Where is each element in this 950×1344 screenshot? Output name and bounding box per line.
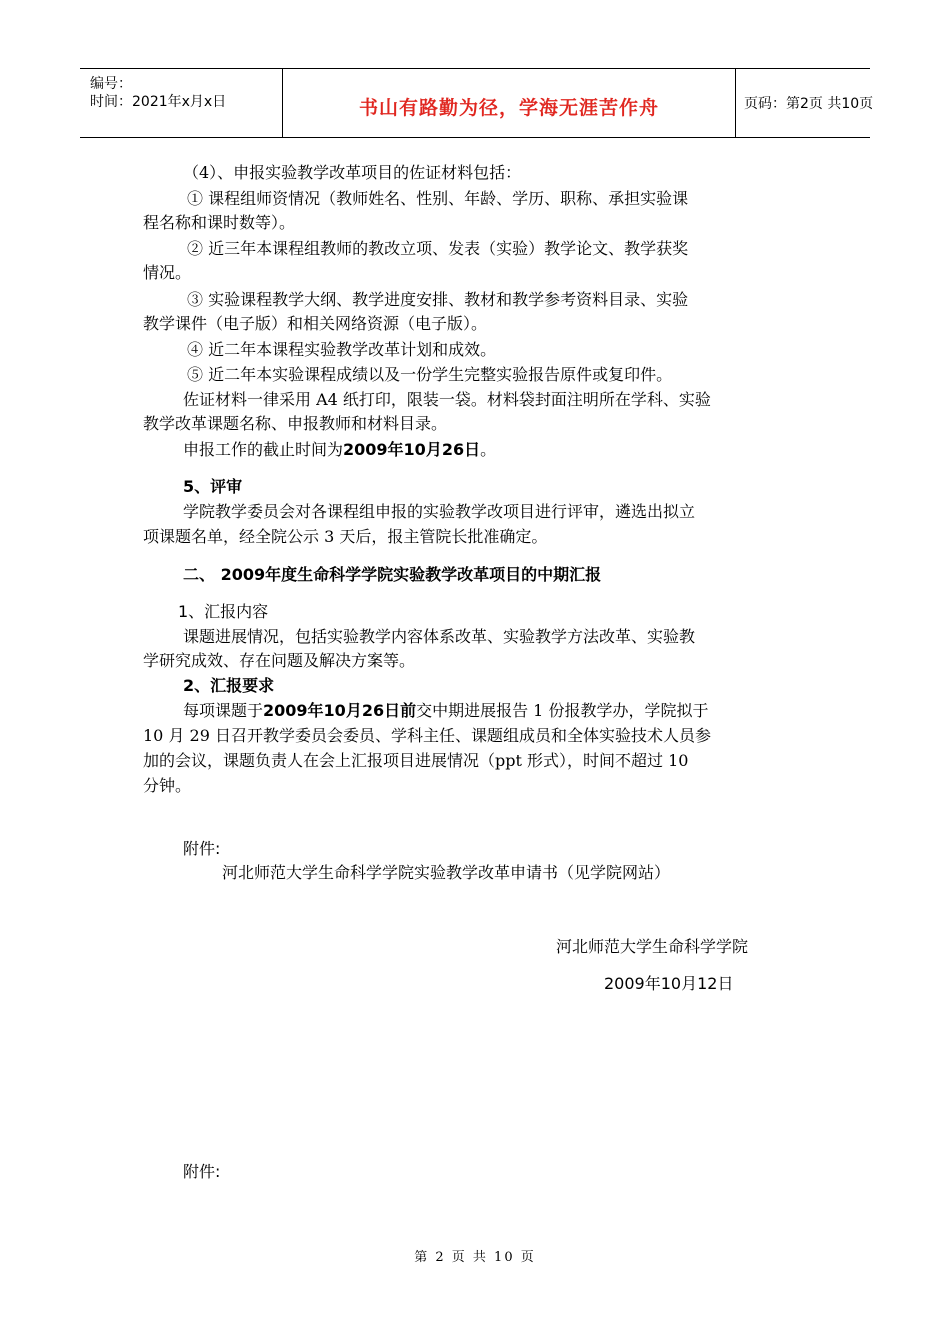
evidence-item-1: ① 课程组师资情况（教师姓名、性别、年龄、学历、职称、承担实验课 bbox=[187, 189, 689, 208]
evidence-heading: （4）、申报实验教学改革项目的佐证材料包括： bbox=[183, 163, 522, 182]
header-meta-cell bbox=[80, 69, 282, 137]
report-req-prefix: 每项课题于 bbox=[183, 701, 264, 720]
signature-org: 河北师范大学生命科学学院 bbox=[556, 937, 749, 956]
report-content-text-cont: 学研究成效、存在问题及解决方案等。 bbox=[143, 651, 416, 670]
document-header bbox=[80, 68, 874, 138]
deadline-suffix: 。 bbox=[480, 440, 497, 459]
evidence-item-2: ② 近三年本课程组教师的教改立项、发表（实验）教学论文、教学获奖 bbox=[187, 239, 689, 258]
report-requirements-text bbox=[183, 699, 708, 723]
report-requirements-text-4: 分钟。 bbox=[143, 776, 192, 795]
evidence-note-cont: 教学改革课题名称、申报教师和材料目录。 bbox=[143, 414, 448, 433]
section-5-text: 学院教学委员会对各课程组申报的实验教学改项目进行评审，遴选出拟立 bbox=[183, 502, 696, 521]
section-2-title: 二、 2009年度生命科学学院实验教学改革项目的中期汇报 bbox=[183, 565, 602, 584]
page-footer: 第 2 页 共 10 页 bbox=[414, 1250, 536, 1265]
report-requirements-title: 2、汇报要求 bbox=[183, 676, 275, 695]
time-label: 时间：2021年x月x日 bbox=[90, 94, 227, 110]
page-label: 页码：第2页 共10页 bbox=[744, 96, 874, 112]
code-label: 编号： bbox=[90, 76, 132, 92]
section-5-text-cont: 项课题名单，经全院公示 3 天后，报主管院长批准确定。 bbox=[143, 527, 548, 546]
attachment-item: 河北师范大学生命科学学院实验教学改革申请书（见学院网站） bbox=[222, 863, 671, 882]
report-req-suffix: 交中期进展报告 1 份报教学办，学院拟于 bbox=[416, 701, 709, 720]
header-motto-cell bbox=[282, 69, 736, 137]
report-content-text: 课题进展情况，包括实验教学内容体系改革、实验教学方法改革、实验教 bbox=[183, 627, 696, 646]
attachment-label: 附件: bbox=[183, 839, 221, 858]
deadline-date: 2009年10月26日 bbox=[343, 440, 481, 459]
header-page-cell bbox=[736, 69, 874, 137]
deadline-prefix: 申报工作的截止时间为 bbox=[183, 440, 344, 459]
report-requirements-text-3: 加的会议，课题负责人在会上汇报项目进展情况（ppt 形式），时间不超过 10 bbox=[143, 751, 689, 770]
evidence-item-3-cont: 教学课件（电子版）和相关网络资源（电子版）。 bbox=[143, 314, 488, 333]
evidence-item-3: ③ 实验课程教学大纲、教学进度安排、教材和教学参考资料目录、实验 bbox=[187, 290, 689, 309]
evidence-note: 佐证材料一律采用 A4 纸打印，限装一袋。材料袋封面注明所在学科、实验 bbox=[183, 390, 711, 409]
evidence-item-2-cont: 情况。 bbox=[143, 263, 192, 282]
report-content-title: 1、汇报内容 bbox=[178, 602, 269, 621]
report-req-date: 2009年10月26日前 bbox=[263, 701, 417, 720]
evidence-item-4: ④ 近二年本课程实验教学改革计划和成效。 bbox=[187, 340, 497, 359]
evidence-item-1-cont: 程名称和课时数等）。 bbox=[143, 213, 296, 232]
report-requirements-text-2: 10 月 29 日召开教学委员会委员、学科主任、课题组成员和全体实验技术人员参 bbox=[143, 726, 711, 745]
attachment-label-2: 附件: bbox=[183, 1162, 221, 1181]
motto-text: 书山有路勤为径，学海无涯苦作舟 bbox=[358, 97, 659, 119]
deadline-line bbox=[183, 438, 496, 462]
evidence-item-5: ⑤ 近二年本实验课程成绩以及一份学生完整实验报告原件或复印件。 bbox=[187, 365, 673, 384]
section-5-title: 5、评审 bbox=[183, 477, 243, 496]
signature-date: 2009年10月12日 bbox=[604, 974, 734, 993]
